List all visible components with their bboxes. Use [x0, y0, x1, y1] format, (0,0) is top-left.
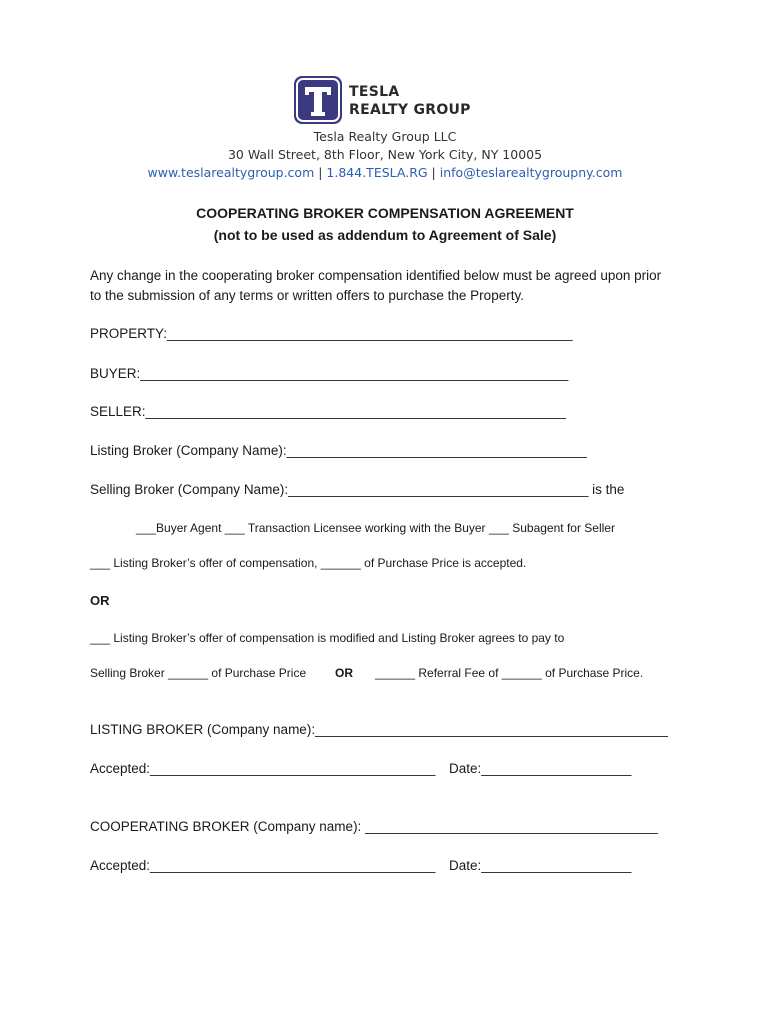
buyer-field[interactable]: BUYER:_________________________________________________________: [90, 366, 569, 381]
compensation-accepted-option[interactable]: ___ Listing Broker’s offer of compensation, ______ of Purchase Price is accepted.: [90, 556, 527, 570]
contact-line: [0, 165, 770, 180]
or-label: OR: [90, 593, 110, 608]
logo-line2: REALTY GROUP: [349, 102, 471, 118]
or-inline-label: OR: [335, 666, 353, 680]
phone-link[interactable]: 1.844.TESLA.RG: [326, 165, 428, 180]
selling-broker-percentage[interactable]: Selling Broker ______ of Purchase Price: [90, 666, 307, 680]
separator: |: [314, 165, 327, 180]
company-address: 30 Wall Street, 8th Floor, New York City, NY 10005: [227, 147, 543, 162]
document-subtitle: (not to be used as addendum to Agreement of Sale): [213, 227, 557, 243]
referral-fee-field[interactable]: ______ Referral Fee of ______ of Purchase Price.: [375, 666, 644, 680]
separator: |: [427, 165, 440, 180]
compensation-modified-option[interactable]: ___ Listing Broker’s offer of compensation is modified and Listing Broker agrees to pay to: [90, 631, 565, 645]
selling-broker-field[interactable]: Selling Broker (Company Name):________________________________________ is the: [90, 482, 625, 497]
email-link[interactable]: info@teslarealtygroupny.com: [439, 165, 623, 180]
cooperating-broker-company-field[interactable]: COOPERATING BROKER (Company name): _______________________________________: [90, 819, 658, 834]
company-logo-icon: [294, 76, 342, 124]
date-field-2[interactable]: Date:____________________: [449, 858, 632, 873]
listing-broker-company-field[interactable]: LISTING BROKER (Company name):_______________________________________________: [90, 722, 668, 737]
document-title: COOPERATING BROKER COMPENSATION AGREEMENT: [196, 205, 574, 221]
seller-field[interactable]: SELLER:________________________________________________________: [90, 404, 566, 419]
intro-line-1: Any change in the cooperating broker compensation identified below must be agreed upon prior: [90, 268, 662, 283]
intro-line-2: to the submission of any terms or written offers to purchase the Property.: [90, 288, 524, 303]
logo-line1: TESLA: [349, 84, 400, 100]
date-field-1[interactable]: Date:____________________: [449, 761, 632, 776]
listing-broker-field[interactable]: Listing Broker (Company Name):________________________________________: [90, 443, 587, 458]
accepted-signature-field-2[interactable]: Accepted:______________________________________: [90, 858, 436, 873]
company-name: Tesla Realty Group LLC: [313, 129, 457, 144]
website-link[interactable]: www.teslarealtygroup.com: [147, 165, 315, 180]
property-field[interactable]: PROPERTY:______________________________________________________: [90, 326, 573, 341]
agent-type-options[interactable]: ___Buyer Agent ___ Transaction Licensee working with the Buyer ___ Subagent for Seller: [136, 521, 615, 535]
accepted-signature-field-1[interactable]: Accepted:______________________________________: [90, 761, 436, 776]
